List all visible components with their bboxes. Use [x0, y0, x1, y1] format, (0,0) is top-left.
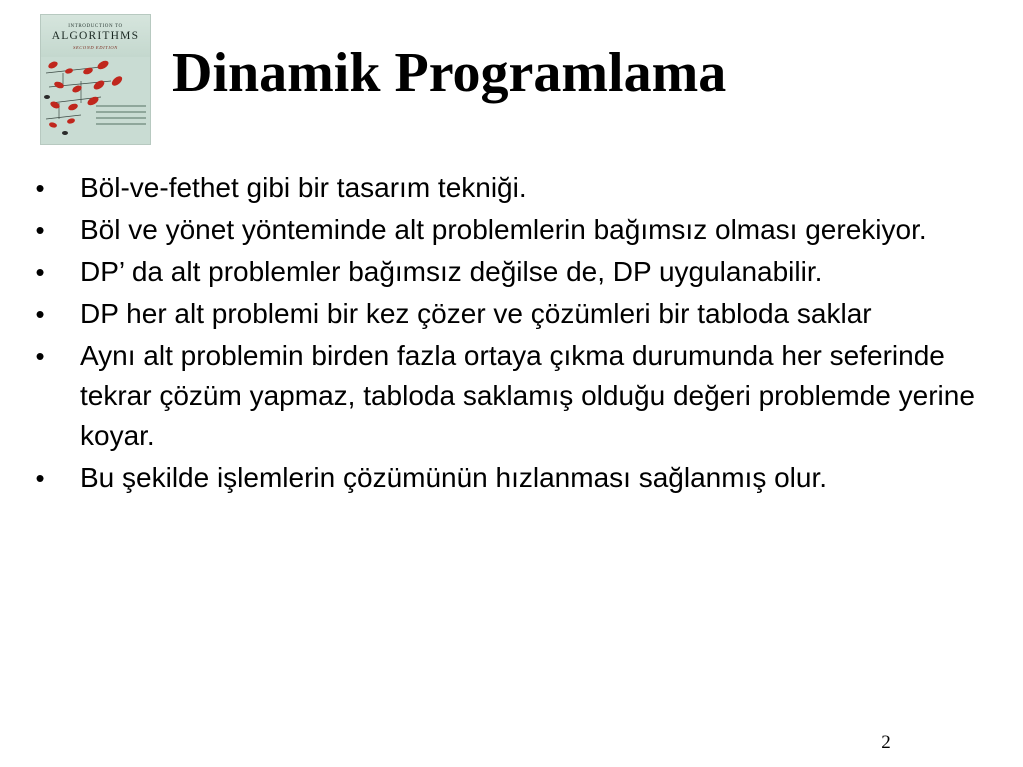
cover-intro-text: INTRODUCTION TO: [68, 24, 123, 29]
bullet-item: [0, 168, 1023, 208]
cover-author-line: [96, 111, 146, 113]
bullet-marker: •: [35, 463, 45, 493]
bullet-marker: •: [35, 173, 45, 203]
bullet-marker: •: [35, 257, 45, 287]
bullet-item: [0, 294, 1023, 334]
bullet-text: DP her alt problemi bir kez çözer ve çözümleri bir tabloda saklar: [80, 298, 872, 329]
page-number: 2: [881, 732, 891, 753]
bullet-item: [0, 458, 1023, 498]
bullet-text: Böl ve yönet yönteminde alt problemlerin bağımsız olması gerekiyor.: [80, 214, 927, 245]
bullet-marker: •: [35, 215, 45, 245]
cover-author-line: [96, 105, 146, 107]
cover-author-line: [96, 117, 146, 119]
book-cover-logo: [40, 14, 151, 145]
bullet-item: [0, 252, 1023, 292]
cover-author-line: [96, 123, 146, 125]
bullet-text: Aynı alt problemin birden fazla ortaya çıkma durumunda her seferinde tekrar çözüm yapmaz, tabloda saklamış olduğu değeri problemde yerine koyar.: [80, 340, 975, 451]
bullet-item: [0, 336, 1023, 456]
bullet-text: Bu şekilde işlemlerin çözümünün hızlanması sağlanmış olur.: [80, 462, 828, 493]
bullet-item: [0, 210, 1023, 250]
bullet-text: DP’ da alt problemler bağımsız değilse de, DP uygulanabilir.: [80, 256, 823, 287]
slide-title: Dinamik Programlama: [172, 42, 727, 104]
bullet-text: Böl-ve-fethet gibi bir tasarım tekniği.: [80, 172, 527, 203]
cover-edition-text: SECOND EDITION: [73, 45, 118, 50]
cover-title-text: ALGORITHMS: [51, 30, 140, 42]
cover-authors: [96, 105, 146, 129]
bullet-marker: •: [35, 341, 45, 371]
bullet-list: [0, 168, 1023, 500]
bullet-marker: •: [35, 299, 45, 329]
